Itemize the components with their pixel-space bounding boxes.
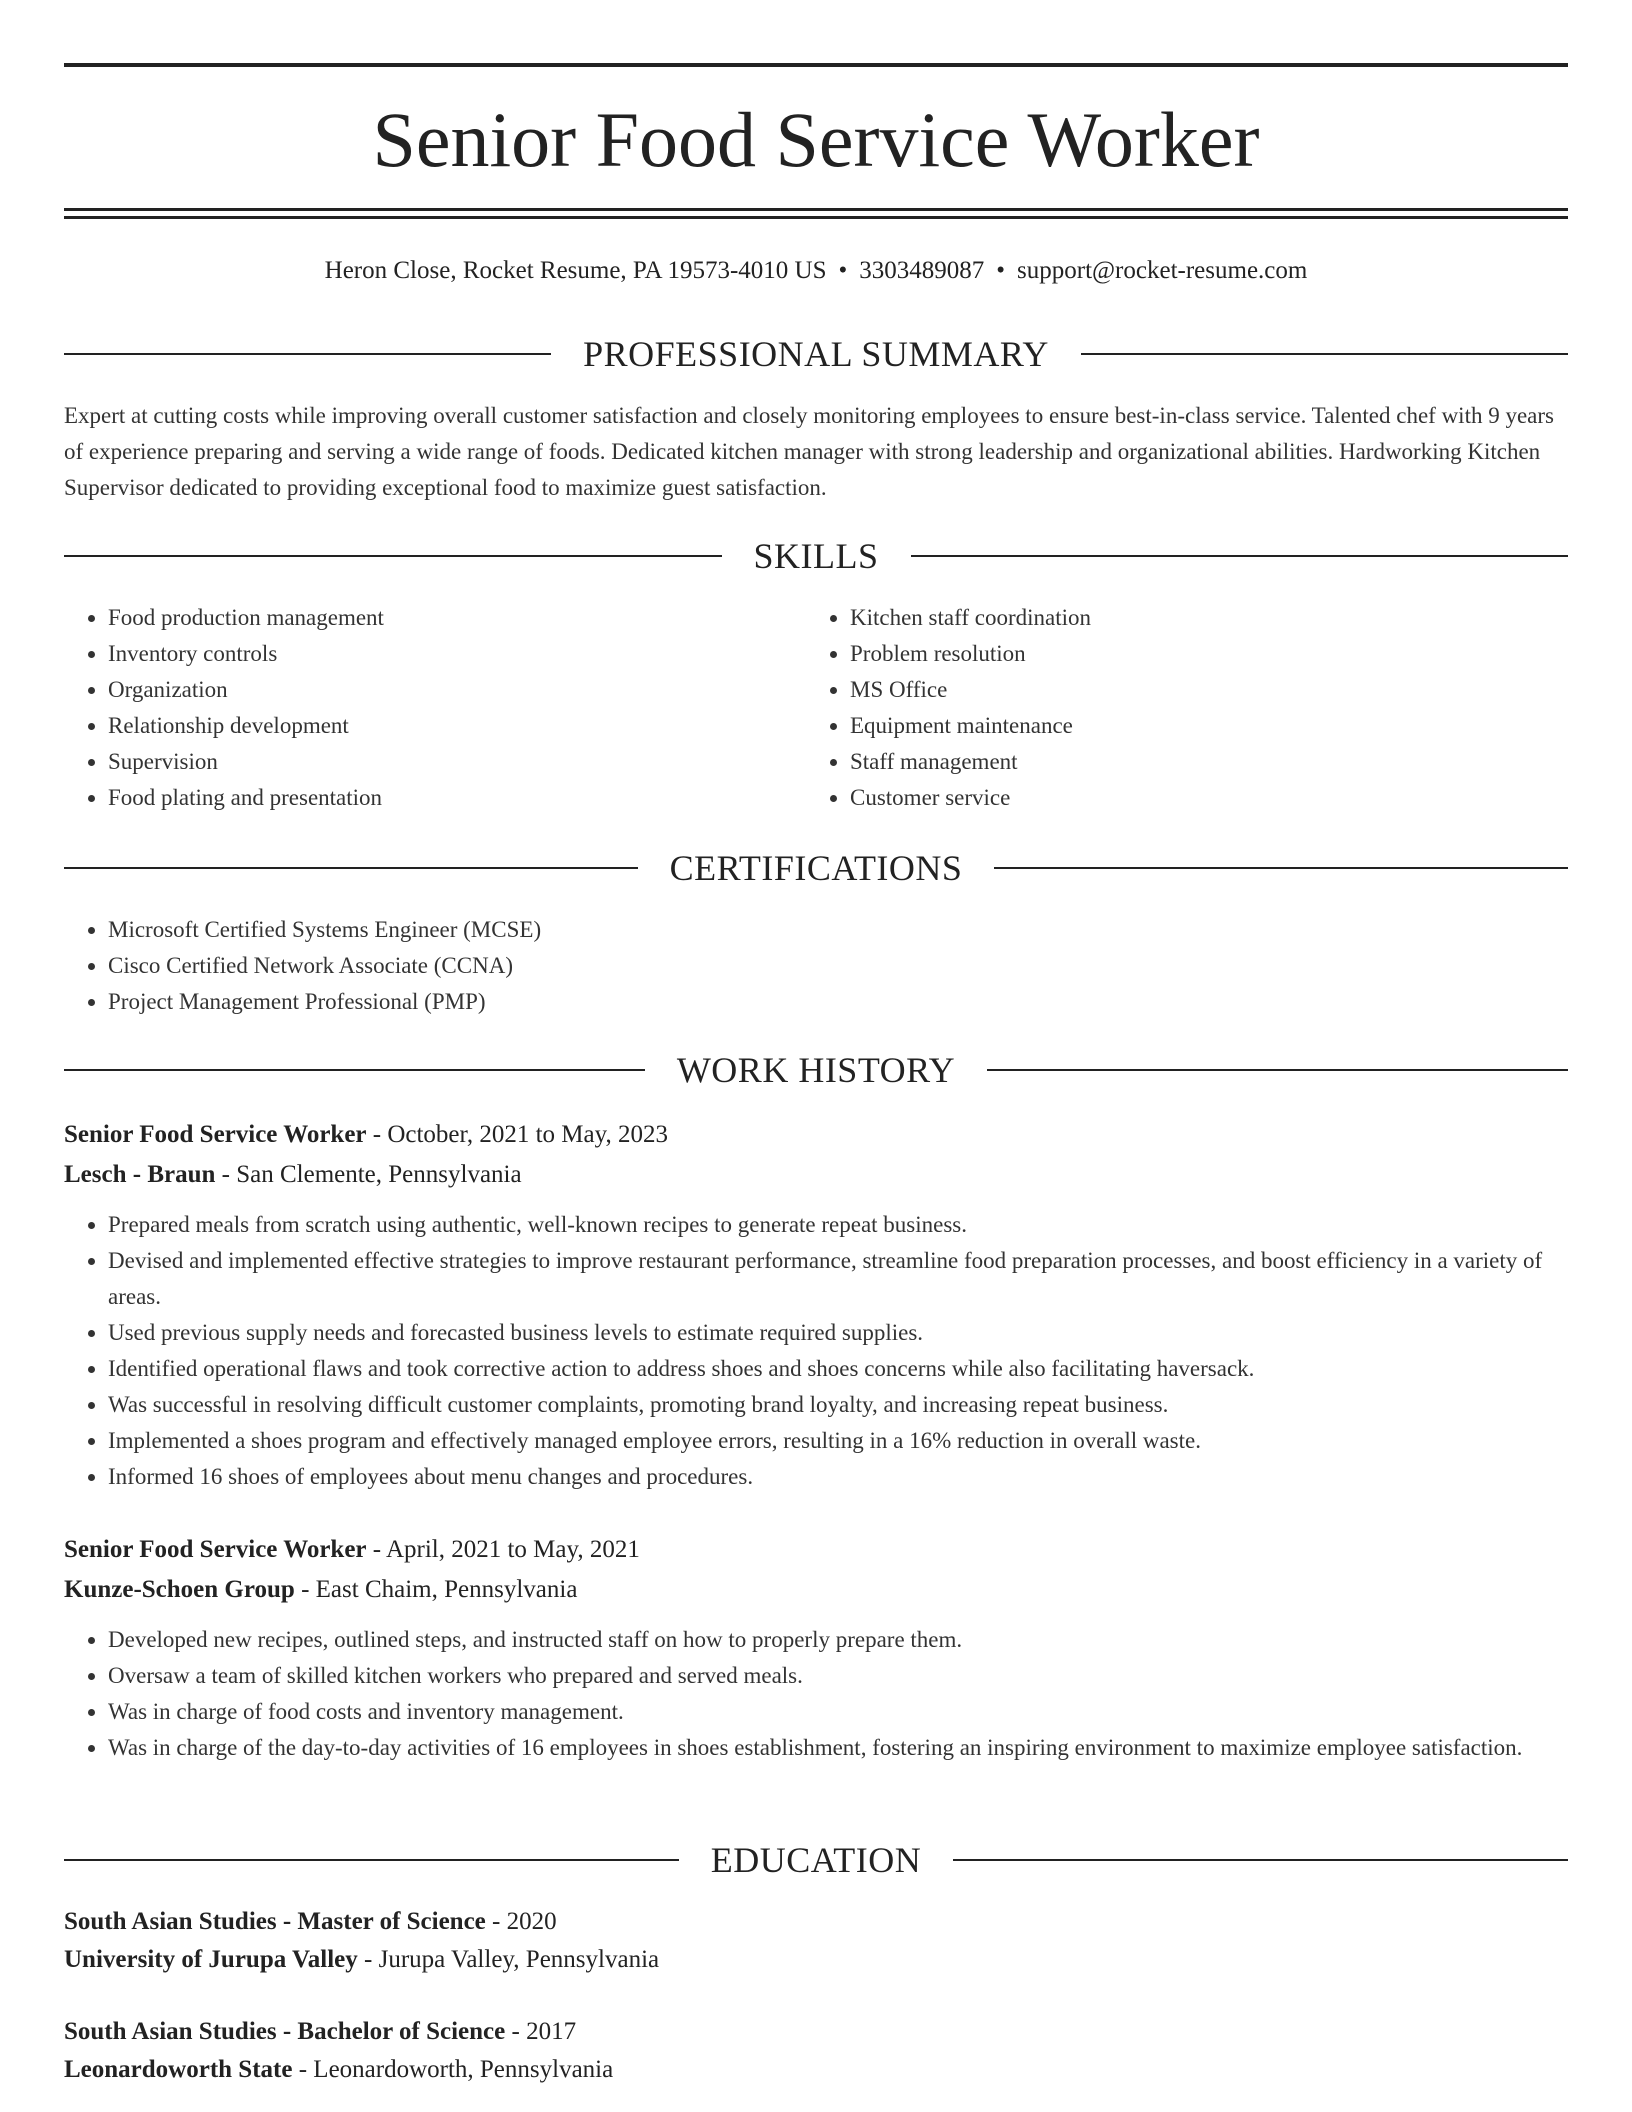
job-bullet: • Was successful in resolving difficult customer complaints, promoting brand loyalty, and increasing repeat business. <box>108 1387 1568 1423</box>
skill-item: • MS Office <box>850 672 1506 708</box>
job-bullet: • Implemented a shoes program and effectively managed employee errors, resulting in a 16% reduction in overall waste. <box>108 1423 1568 1459</box>
skills-heading <box>64 534 1568 578</box>
heading-rule-left <box>64 555 722 557</box>
education-entry <box>64 2013 1568 2089</box>
skill-item: • Food plating and presentation <box>108 780 764 816</box>
job-role: Senior Food Service Worker <box>64 1121 367 1148</box>
job-bullet: • Used previous supply needs and forecasted business levels to estimate required supplies. <box>108 1315 1568 1351</box>
title-rule-lower <box>64 216 1568 219</box>
skills-heading-label: SKILLS <box>753 536 879 576</box>
skill-item: • Staff management <box>850 744 1506 780</box>
job-location: - East Chaim, Pennsylvania <box>294 1576 578 1603</box>
education-school: Leonardoworth State <box>64 2056 293 2083</box>
heading-rule-right <box>911 555 1569 557</box>
contact-address: Heron Close, Rocket Resume, PA 19573-4010 US <box>324 257 827 284</box>
education-degree-line <box>64 2013 1568 2051</box>
top-rule <box>64 63 1568 67</box>
education-degree: South Asian Studies - Bachelor of Science <box>64 2018 506 2045</box>
summary-text: Expert at cutting costs while improving overall customer satisfaction and closely monitoring employees to ensure best-in-class service. Talented chef with 9 years of experience preparing and serving a wide range of foods. Dedicated kitchen manager with strong leadership and organizational abilities. Hardworking Kitchen Supervisor dedicated to providing exceptional food to maximize guest satisfaction. <box>64 403 1554 500</box>
education-year: - 2020 <box>485 1908 557 1935</box>
job-bullet: • Devised and implemented effective strategies to improve restaurant performance, streamline food preparation processes, and boost efficiency in a variety of areas. <box>108 1243 1568 1315</box>
job-bullet: • Was in charge of food costs and inventory management. <box>108 1694 1568 1730</box>
skill-item: • Inventory controls <box>108 636 764 672</box>
job-title-line <box>64 1115 1568 1155</box>
heading-rule-left <box>64 1859 679 1861</box>
heading-rule-left <box>64 353 551 355</box>
job-entry <box>64 1115 1568 1495</box>
education-school-line <box>64 2051 1568 2089</box>
skill-item: • Food production management <box>108 600 764 636</box>
job-role: Senior Food Service Worker <box>64 1536 367 1563</box>
job-bullet: • Developed new recipes, outlined steps, and instructed staff on how to properly prepare them. <box>108 1622 1568 1658</box>
job-bullet: • Oversaw a team of skilled kitchen workers who prepared and served meals. <box>108 1658 1568 1694</box>
education-degree: South Asian Studies - Master of Science <box>64 1908 486 1935</box>
heading-rule-right <box>994 867 1568 869</box>
education-degree-line <box>64 1903 1568 1941</box>
certification-item: • Microsoft Certified Systems Engineer (MCSE) <box>108 912 1564 948</box>
heading-rule-left <box>64 867 638 869</box>
education-school-line <box>64 1941 1568 1979</box>
job-bullets <box>64 1622 1568 1766</box>
education-location: - Leonardoworth, Pennsylvania <box>292 2056 614 2083</box>
skills-column-right <box>806 600 1506 816</box>
education-school: University of Jurupa Valley <box>64 1946 358 1973</box>
job-bullet: • Identified operational flaws and took corrective action to address shoes and shoes concerns while also facilitating haversack. <box>108 1351 1568 1387</box>
education-location: - Jurupa Valley, Pennsylvania <box>357 1946 660 1973</box>
heading-rule-right <box>987 1069 1568 1071</box>
job-bullet: • Was in charge of the day-to-day activities of 16 employees in shoes establishment, fostering an inspiring environment to maximize employee satisfaction. <box>108 1730 1568 1766</box>
heading-rule-right <box>1081 353 1568 355</box>
skill-item: • Organization <box>108 672 764 708</box>
page-title: Senior Food Service Worker <box>372 96 1260 183</box>
title-rule-upper <box>64 208 1568 211</box>
contact-line <box>64 254 1568 288</box>
education-heading <box>64 1838 1568 1882</box>
job-bullet: • Informed 16 shoes of employees about menu changes and procedures. <box>108 1459 1568 1495</box>
contact-email: support@rocket-resume.com <box>1017 257 1308 284</box>
job-bullet: • Prepared meals from scratch using authentic, well-known recipes to generate repeat business. <box>108 1207 1568 1243</box>
skill-item: • Supervision <box>108 744 764 780</box>
skill-item: • Relationship development <box>108 708 764 744</box>
job-title-line <box>64 1530 1568 1570</box>
certifications-heading-label: CERTIFICATIONS <box>669 848 963 888</box>
job-bullets <box>64 1207 1568 1495</box>
skills-column-left <box>64 600 764 816</box>
contact-phone: 3303489087 <box>859 257 985 284</box>
job-location: - San Clemente, Pennsylvania <box>215 1161 522 1188</box>
job-entry <box>64 1530 1568 1766</box>
summary-heading-label: PROFESSIONAL SUMMARY <box>583 334 1049 374</box>
summary-heading <box>64 332 1568 376</box>
heading-rule-right <box>953 1859 1568 1861</box>
education-heading-label: EDUCATION <box>710 1840 922 1880</box>
job-company-line <box>64 1155 1568 1195</box>
certifications-list <box>64 912 1564 1020</box>
skill-item: • Problem resolution <box>850 636 1506 672</box>
work-history-heading <box>64 1048 1568 1092</box>
job-company: Kunze-Schoen Group <box>64 1576 295 1603</box>
job-dates: - April, 2021 to May, 2021 <box>366 1536 640 1563</box>
contact-separator: • <box>996 257 1006 284</box>
job-dates: - October, 2021 to May, 2023 <box>366 1121 669 1148</box>
skill-item: • Equipment maintenance <box>850 708 1506 744</box>
heading-rule-left <box>64 1069 645 1071</box>
education-year: - 2017 <box>505 2018 577 2045</box>
education-entry <box>64 1903 1568 1979</box>
work-history-heading-label: WORK HISTORY <box>676 1050 956 1090</box>
certification-item: • Cisco Certified Network Associate (CCNA) <box>108 948 1564 984</box>
contact-separator: • <box>838 257 848 284</box>
certification-item: • Project Management Professional (PMP) <box>108 984 1564 1020</box>
skill-item: • Customer service <box>850 780 1506 816</box>
job-company: Lesch - Braun <box>64 1161 216 1188</box>
skill-item: • Kitchen staff coordination <box>850 600 1506 636</box>
job-company-line <box>64 1570 1568 1610</box>
certifications-heading <box>64 846 1568 890</box>
